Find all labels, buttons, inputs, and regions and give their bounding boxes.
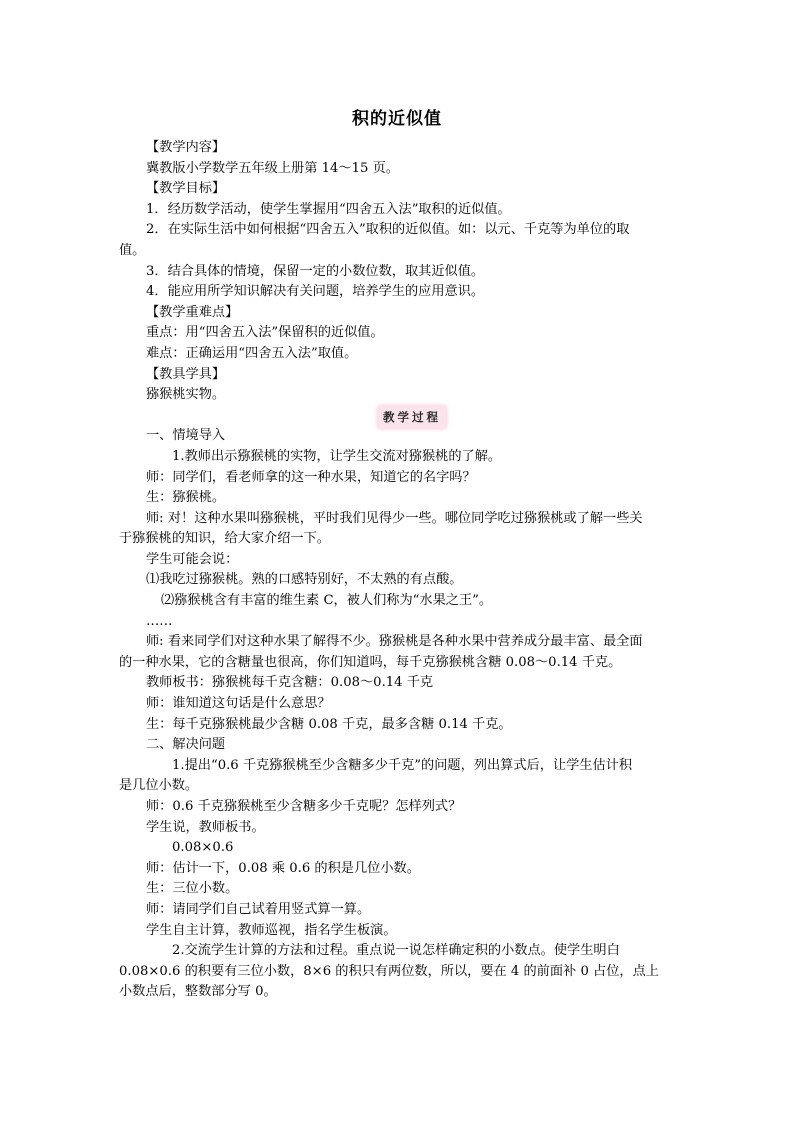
text-line: 重点：用“四舍五入法”保留积的近似值。 — [146, 325, 384, 341]
text-line: 师：请同学们自己试着用竖式算一算。 — [146, 901, 371, 917]
text-line: 师：估计一下，0.08 乘 0.6 的积是几位小数。 — [146, 860, 420, 876]
text-line: 师: 对！这种水果叫猕猴桃，平时我们见得少一些。哪位同学吃过猕猴桃或了解一些关 — [146, 510, 643, 526]
text-line: ⑵猕猴桃含有丰富的维生素 C，被人们称为“水果之王”。 — [161, 593, 493, 609]
text-line: 学生说，教师板书。 — [146, 819, 265, 835]
text-line: 0.08×0.6 的积要有三位小数，8×6 的积只有两位数，所以，要在 4 的前面补 0 占位，点上 — [119, 963, 659, 979]
text-line: 2．在实际生活中如何根据“四舍五入”取积的近似值。如：以元、千克等为单位的取 — [146, 222, 630, 238]
text-line: 一、情境导入 — [146, 428, 226, 444]
text-line: 3．结合具体的情境，保留一定的小数位数，取其近似值。 — [146, 263, 485, 279]
text-line: 1．经历数学活动，使学生掌握用“四舍五入法”取积的近似值。 — [146, 201, 511, 217]
text-line: 难点：正确运用“四舍五入法”取值。 — [146, 345, 358, 361]
text-line: 0.08×0.6 — [172, 840, 234, 856]
section-banner-wrapper — [119, 406, 705, 427]
text-line: 小数点后，整数部分写 0。 — [119, 984, 277, 1000]
text-line: 师：同学们，看老师拿的这一种水果，知道它的名字吗？ — [146, 469, 476, 485]
text-line: 【教具学具】 — [146, 366, 226, 382]
text-line: 师：0.6 千克猕猴桃至少含糖多少千克呢？怎样列式？ — [146, 799, 462, 814]
text-line: 4．能应用所学知识解决有关问题，培养学生的应用意识。 — [146, 284, 485, 300]
text-line: 师: 看来同学们对这种水果了解得不少。猕猴桃是各种水果中营养成分最丰富、最全面 — [146, 634, 643, 650]
text-line: …… — [146, 613, 173, 629]
text-line: 生：每千克猕猴桃最少含糖 0.08 千克，最多含糖 0.14 千克。 — [146, 716, 512, 732]
text-line: 1.提出“0.6 千克猕猴桃至少含糖多少千克”的问题，列出算式后，让学生估计积 — [172, 757, 633, 773]
text-line: 【教学内容】 — [146, 140, 226, 155]
document-title: 积的近似值 — [352, 109, 442, 129]
document-body — [119, 138, 705, 1003]
text-line: 【教学目标】 — [146, 181, 226, 197]
text-line: 学生自主计算，教师巡视，指名学生板演。 — [146, 922, 397, 938]
text-line: 1.教师出示猕猴桃的实物，让学生交流对猕猴桃的了解。 — [172, 448, 502, 464]
text-line: 猕猴桃实物。 — [146, 387, 226, 403]
text-line: 教师板书：猕猴桃每千克含糖：0.08～0.14 千克 — [146, 675, 434, 691]
text-line: 生：三位小数。 — [146, 881, 239, 897]
text-line: 二、解决问题 — [146, 737, 226, 753]
text-line: 2.交流学生计算的方法和过程。重点说一说怎样确定积的小数点。使学生明白 — [172, 943, 620, 959]
text-line: 于猕猴桃的知识，给大家介绍一下。 — [119, 531, 330, 547]
text-line: 冀教版小学数学五年级上册第 14～15 页。 — [146, 160, 399, 176]
text-line: 师：谁知道这句话是什么意思？ — [146, 696, 331, 712]
text-line: 【教学重难点】 — [146, 304, 239, 320]
text-line: 的一种水果，它的含糖量也很高，你们知道吗，每千克猕猴桃含糖 0.08～0.14 千克。 — [119, 654, 622, 670]
text-line: 生：猕猴桃。 — [146, 490, 226, 506]
section-banner: 教学过程 — [378, 406, 446, 429]
text-line: 值。 — [119, 242, 146, 258]
text-line: 学生可能会说： — [146, 551, 239, 567]
text-line: ⑴我吃过猕猴桃。熟的口感特别好，不太熟的有点酸。 — [146, 572, 463, 588]
text-line: 是几位小数。 — [119, 778, 199, 794]
